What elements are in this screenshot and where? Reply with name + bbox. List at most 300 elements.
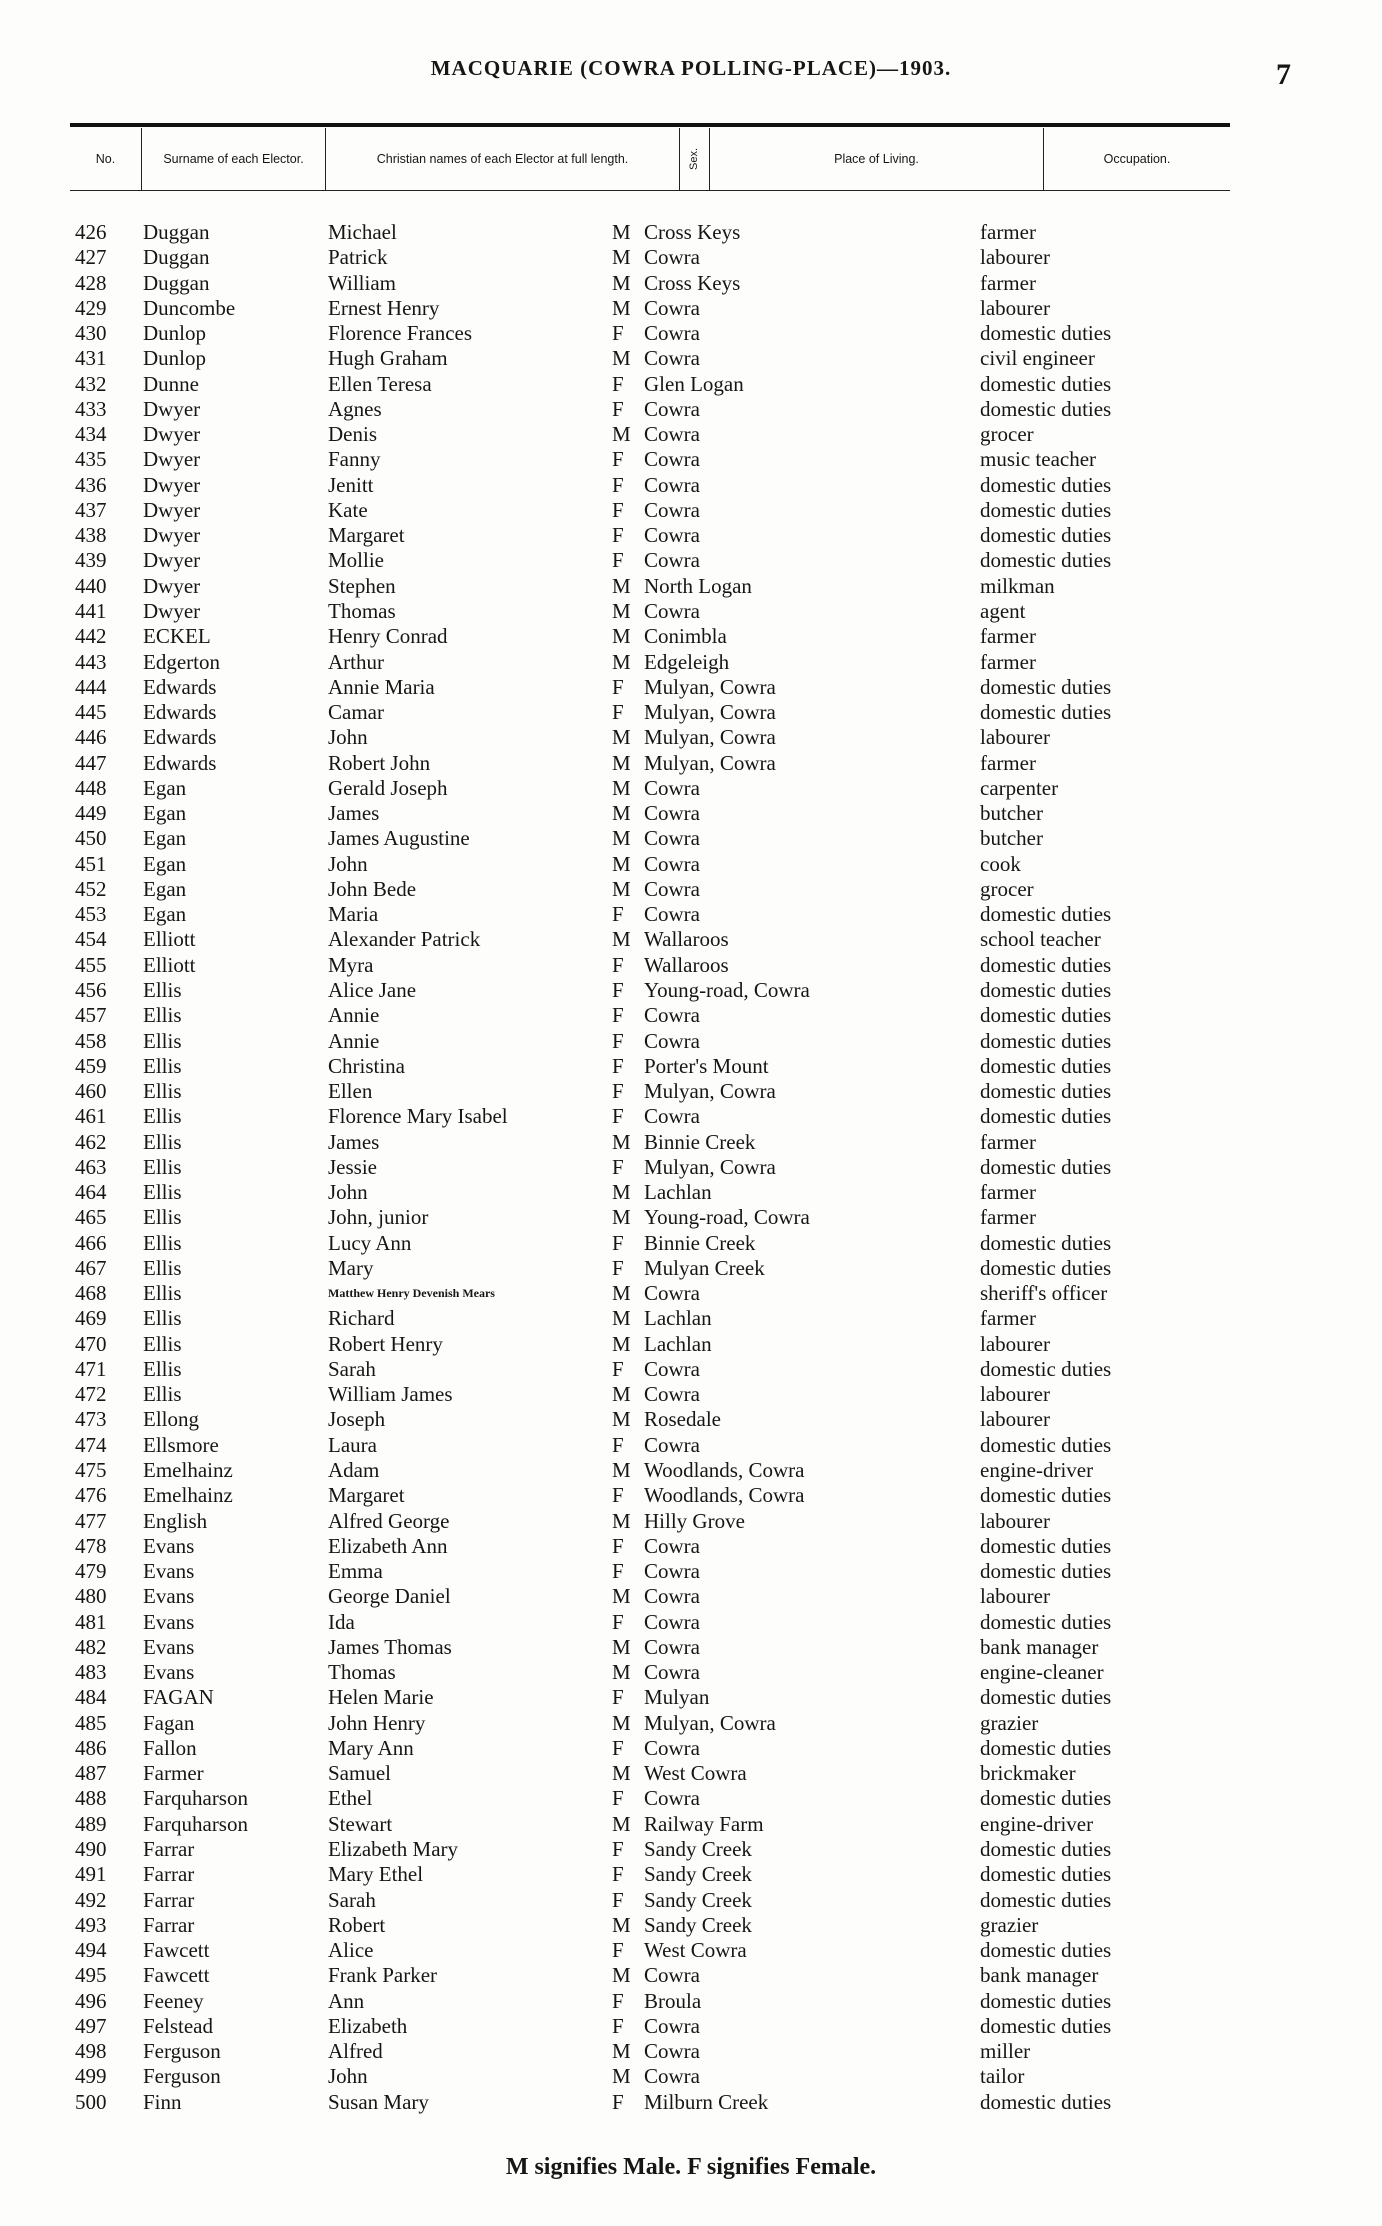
elector-place: Binnie Creek xyxy=(644,1230,756,1255)
elector-sex: M xyxy=(612,1281,631,1306)
elector-christian-names: Kate xyxy=(328,497,368,522)
elector-sex: F xyxy=(612,1837,624,1861)
elector-number: 482 xyxy=(75,1634,107,1659)
table-row xyxy=(0,1382,1382,1407)
elector-surname: Farrar xyxy=(143,1837,195,1861)
elector-place: Mulyan, Cowra xyxy=(644,1154,776,1179)
elector-occupation: agent xyxy=(980,598,1026,623)
elector-surname: Edwards xyxy=(143,750,217,775)
elector-occupation: domestic duties xyxy=(980,1053,1112,1078)
elector-christian-names: James xyxy=(328,801,380,826)
elector-sex: F xyxy=(612,523,624,548)
table-row xyxy=(0,1584,1382,1609)
elector-place: Cowra xyxy=(644,472,700,497)
elector-place: Cowra xyxy=(644,497,700,522)
elector-christian-names: John xyxy=(328,1180,368,1205)
elector-surname: Emelhainz xyxy=(143,1458,233,1483)
elector-number: 486 xyxy=(75,1735,107,1760)
table-row xyxy=(0,574,1382,599)
table-row xyxy=(0,498,1382,523)
elector-sex: F xyxy=(612,321,624,346)
table-row xyxy=(0,877,1382,902)
table-row xyxy=(0,927,1382,952)
table-row xyxy=(0,2064,1382,2089)
elector-surname: Ellis xyxy=(143,1104,182,1129)
elector-occupation: domestic duties xyxy=(980,1887,1112,1912)
elector-occupation: school teacher xyxy=(980,927,1101,952)
elector-surname: Duggan xyxy=(143,220,210,244)
elector-sex: M xyxy=(612,422,631,447)
elector-sex: F xyxy=(612,1685,624,1710)
elector-place: Mulyan, Cowra xyxy=(644,700,776,725)
elector-surname: Feeney xyxy=(143,1988,204,2013)
elector-sex: M xyxy=(612,775,631,800)
table-row xyxy=(0,1635,1382,1660)
elector-number: 430 xyxy=(75,321,107,346)
elector-surname: Dwyer xyxy=(143,447,201,472)
elector-christian-names: Jessie xyxy=(328,1154,377,1179)
elector-christian-names: Christina xyxy=(328,1053,405,1078)
elector-occupation: cook xyxy=(980,851,1021,876)
elector-sex: F xyxy=(612,1028,624,1053)
elector-sex: F xyxy=(612,1154,624,1179)
elector-sex: F xyxy=(612,674,624,699)
elector-surname: Finn xyxy=(143,2089,182,2114)
page-number: 7 xyxy=(1276,58,1291,91)
elector-place: Cowra xyxy=(644,422,700,447)
table-row xyxy=(0,1711,1382,1736)
elector-christian-names: Annie Maria xyxy=(328,674,435,699)
elector-christian-names: Robert Henry xyxy=(328,1331,443,1356)
elector-occupation: labourer xyxy=(980,1584,1050,1609)
elector-list xyxy=(0,220,1382,2115)
elector-sex: F xyxy=(612,1786,624,1811)
elector-number: 500 xyxy=(75,2089,107,2114)
elector-place: Cowra xyxy=(644,245,700,270)
elector-occupation: farmer xyxy=(980,1306,1036,1331)
elector-christian-names: Annie xyxy=(328,1028,380,1053)
elector-christian-names: Joseph xyxy=(328,1407,386,1432)
table-row xyxy=(0,245,1382,270)
elector-occupation: milkman xyxy=(980,573,1055,598)
elector-surname: FAGAN xyxy=(143,1685,214,1710)
elector-christian-names: James xyxy=(328,1129,380,1154)
elector-surname: Ellis xyxy=(143,1129,182,1154)
elector-christian-names: Denis xyxy=(328,422,377,447)
table-row xyxy=(0,1281,1382,1306)
elector-surname: Dwyer xyxy=(143,396,201,421)
table-row xyxy=(0,902,1382,927)
elector-place: Binnie Creek xyxy=(644,1129,756,1154)
elector-occupation: domestic duties xyxy=(980,1938,1112,1963)
elector-occupation: domestic duties xyxy=(980,1154,1112,1179)
elector-occupation: farmer xyxy=(980,1205,1036,1230)
elector-number: 434 xyxy=(75,422,107,447)
elector-surname: Ellis xyxy=(143,1205,182,1230)
elector-christian-names: Stewart xyxy=(328,1811,393,1836)
elector-christian-names: Laura xyxy=(328,1432,377,1457)
elector-sex: F xyxy=(612,2089,624,2114)
elector-christian-names: Agnes xyxy=(328,396,382,421)
elector-place: Cowra xyxy=(644,598,700,623)
elector-sex: M xyxy=(612,750,631,775)
elector-occupation: domestic duties xyxy=(980,674,1112,699)
elector-number: 485 xyxy=(75,1710,107,1735)
elector-place: Cowra xyxy=(644,321,700,346)
table-row xyxy=(0,776,1382,801)
elector-christian-names: Sarah xyxy=(328,1887,376,1912)
elector-place: Sandy Creek xyxy=(644,1912,752,1937)
elector-christian-names: Ellen xyxy=(328,1079,373,1104)
elector-sex: M xyxy=(612,876,631,901)
table-row xyxy=(0,1610,1382,1635)
elector-sex: M xyxy=(612,1508,631,1533)
elector-christian-names: John Bede xyxy=(328,876,417,901)
elector-surname: Dwyer xyxy=(143,497,201,522)
elector-sex: F xyxy=(612,1104,624,1129)
elector-christian-names: Margaret xyxy=(328,523,405,548)
elector-place: Woodlands, Cowra xyxy=(644,1458,805,1483)
elector-occupation: labourer xyxy=(980,295,1050,320)
elector-occupation: domestic duties xyxy=(980,952,1112,977)
elector-sex: F xyxy=(612,1003,624,1028)
elector-surname: Egan xyxy=(143,801,187,826)
elector-occupation: domestic duties xyxy=(980,472,1112,497)
elector-place: Sandy Creek xyxy=(644,1887,752,1912)
elector-occupation: labourer xyxy=(980,1382,1050,1407)
elector-place: Milburn Creek xyxy=(644,2089,769,2114)
table-row xyxy=(0,1256,1382,1281)
elector-number: 428 xyxy=(75,270,107,295)
elector-number: 491 xyxy=(75,1862,107,1887)
elector-number: 499 xyxy=(75,2064,107,2089)
elector-number: 441 xyxy=(75,598,107,623)
elector-number: 444 xyxy=(75,674,107,699)
elector-occupation: domestic duties xyxy=(980,1003,1112,1028)
table-row xyxy=(0,1938,1382,1963)
elector-christian-names: Helen Marie xyxy=(328,1685,434,1710)
table-row xyxy=(0,1231,1382,1256)
elector-number: 481 xyxy=(75,1609,107,1634)
elector-occupation: domestic duties xyxy=(980,2089,1112,2114)
elector-number: 458 xyxy=(75,1028,107,1053)
elector-surname: Farquharson xyxy=(143,1811,248,1836)
table-row xyxy=(0,1180,1382,1205)
elector-number: 460 xyxy=(75,1079,107,1104)
elector-occupation: grazier xyxy=(980,1710,1039,1735)
elector-number: 473 xyxy=(75,1407,107,1432)
elector-place: Cowra xyxy=(644,851,700,876)
table-row xyxy=(0,1357,1382,1382)
elector-place: Cowra xyxy=(644,1281,700,1306)
elector-occupation: domestic duties xyxy=(980,321,1112,346)
elector-surname: Duggan xyxy=(143,245,210,270)
elector-place: Cowra xyxy=(644,1609,700,1634)
elector-occupation: butcher xyxy=(980,801,1043,826)
elector-place: Cowra xyxy=(644,1786,700,1811)
table-row xyxy=(0,700,1382,725)
table-row xyxy=(0,1660,1382,1685)
elector-occupation: engine-driver xyxy=(980,1811,1094,1836)
elector-occupation: domestic duties xyxy=(980,1230,1112,1255)
elector-sex: M xyxy=(612,649,631,674)
elector-place: Conimbla xyxy=(644,624,727,649)
elector-number: 442 xyxy=(75,624,107,649)
table-row xyxy=(0,1054,1382,1079)
elector-surname: Evans xyxy=(143,1584,195,1609)
elector-surname: Ellis xyxy=(143,1053,182,1078)
table-row xyxy=(0,1685,1382,1710)
elector-occupation: domestic duties xyxy=(980,1028,1112,1053)
elector-surname: Ellis xyxy=(143,1382,182,1407)
elector-christian-names: Richard xyxy=(328,1306,395,1331)
elector-sex: F xyxy=(612,1483,624,1508)
table-row xyxy=(0,548,1382,573)
elector-number: 469 xyxy=(75,1306,107,1331)
elector-surname: Dwyer xyxy=(143,573,201,598)
elector-place: Lachlan xyxy=(644,1331,712,1356)
elector-occupation: grazier xyxy=(980,1912,1039,1937)
elector-occupation: domestic duties xyxy=(980,1559,1112,1584)
elector-sex: F xyxy=(612,1230,624,1255)
elector-occupation: domestic duties xyxy=(980,1432,1112,1457)
elector-sex: M xyxy=(612,1710,631,1735)
elector-sex: F xyxy=(612,1559,624,1584)
elector-place: Cowra xyxy=(644,1003,700,1028)
table-row xyxy=(0,826,1382,851)
elector-surname: Dunne xyxy=(143,371,199,396)
table-row xyxy=(0,1104,1382,1129)
elector-christian-names: Frank Parker xyxy=(328,1963,438,1988)
elector-sex: F xyxy=(612,2013,624,2038)
elector-number: 478 xyxy=(75,1533,107,1558)
elector-number: 443 xyxy=(75,649,107,674)
table-row xyxy=(0,2090,1382,2115)
elector-number: 433 xyxy=(75,396,107,421)
elector-place: Cowra xyxy=(644,1028,700,1053)
elector-occupation: domestic duties xyxy=(980,1104,1112,1129)
elector-place: Cross Keys xyxy=(644,270,741,295)
elector-sex: M xyxy=(612,1634,631,1659)
elector-occupation: domestic duties xyxy=(980,1079,1112,1104)
header-no: No. xyxy=(70,128,142,190)
elector-place: Cowra xyxy=(644,775,700,800)
elector-number: 437 xyxy=(75,497,107,522)
table-row xyxy=(0,725,1382,750)
elector-surname: Ellis xyxy=(143,1154,182,1179)
elector-surname: Ellis xyxy=(143,1079,182,1104)
elector-occupation: labourer xyxy=(980,725,1050,750)
elector-surname: Fawcett xyxy=(143,1963,210,1988)
elector-christian-names: Elizabeth xyxy=(328,2013,408,2038)
elector-place: Broula xyxy=(644,1988,702,2013)
elector-occupation: domestic duties xyxy=(980,1735,1112,1760)
elector-sex: M xyxy=(612,598,631,623)
elector-place: Cowra xyxy=(644,447,700,472)
elector-number: 493 xyxy=(75,1912,107,1937)
elector-christian-names: Mary Ethel xyxy=(328,1862,424,1887)
elector-sex: M xyxy=(612,1407,631,1432)
elector-surname: Evans xyxy=(143,1660,195,1685)
elector-number: 495 xyxy=(75,1963,107,1988)
elector-place: Cowra xyxy=(644,2039,700,2064)
elector-number: 426 xyxy=(75,220,107,244)
elector-number: 474 xyxy=(75,1432,107,1457)
elector-number: 484 xyxy=(75,1685,107,1710)
elector-surname: Elliott xyxy=(143,927,196,952)
elector-number: 454 xyxy=(75,927,107,952)
elector-number: 451 xyxy=(75,851,107,876)
elector-christian-names: William James xyxy=(328,1382,453,1407)
elector-sex: F xyxy=(612,1533,624,1558)
elector-occupation: domestic duties xyxy=(980,1837,1112,1861)
elector-surname: Ellis xyxy=(143,977,182,1002)
elector-place: Woodlands, Cowra xyxy=(644,1483,805,1508)
elector-sex: F xyxy=(612,497,624,522)
elector-christian-names: Matthew Henry Devenish Mears xyxy=(328,1286,495,1301)
elector-place: Cowra xyxy=(644,1356,700,1381)
elector-sex: F xyxy=(612,952,624,977)
elector-occupation: domestic duties xyxy=(980,1786,1112,1811)
elector-surname: Farrar xyxy=(143,1862,195,1887)
elector-occupation: farmer xyxy=(980,220,1036,244)
elector-place: Cowra xyxy=(644,1735,700,1760)
elector-surname: English xyxy=(143,1508,208,1533)
elector-surname: Ellis xyxy=(143,1281,182,1306)
elector-occupation: brickmaker xyxy=(980,1761,1076,1786)
elector-number: 487 xyxy=(75,1761,107,1786)
elector-number: 446 xyxy=(75,725,107,750)
elector-number: 431 xyxy=(75,346,107,371)
elector-number: 447 xyxy=(75,750,107,775)
elector-place: Cowra xyxy=(644,1533,700,1558)
elector-place: Wallaroos xyxy=(644,952,729,977)
elector-occupation: tailor xyxy=(980,2064,1025,2089)
elector-occupation: farmer xyxy=(980,1180,1036,1205)
elector-number: 463 xyxy=(75,1154,107,1179)
elector-sex: M xyxy=(612,2039,631,2064)
elector-number: 488 xyxy=(75,1786,107,1811)
elector-place: Cowra xyxy=(644,1382,700,1407)
elector-surname: Egan xyxy=(143,851,187,876)
elector-christian-names: Jenitt xyxy=(328,472,374,497)
elector-occupation: labourer xyxy=(980,1331,1050,1356)
table-row xyxy=(0,321,1382,346)
elector-place: Mulyan, Cowra xyxy=(644,750,776,775)
elector-place: Mulyan Creek xyxy=(644,1255,765,1280)
table-row xyxy=(0,1332,1382,1357)
table-row xyxy=(0,473,1382,498)
elector-christian-names: Alfred George xyxy=(328,1508,450,1533)
header-sex xyxy=(680,128,710,190)
elector-place: Cowra xyxy=(644,346,700,371)
table-row xyxy=(0,2039,1382,2064)
elector-number: 494 xyxy=(75,1938,107,1963)
table-row xyxy=(0,1205,1382,1230)
elector-surname: Fallon xyxy=(143,1735,197,1760)
elector-number: 455 xyxy=(75,952,107,977)
elector-occupation: engine-driver xyxy=(980,1458,1094,1483)
elector-surname: Edwards xyxy=(143,700,217,725)
elector-christian-names: James Thomas xyxy=(328,1634,452,1659)
elector-surname: Ferguson xyxy=(143,2064,221,2089)
elector-occupation: labourer xyxy=(980,245,1050,270)
elector-sex: F xyxy=(612,977,624,1002)
elector-christian-names: Ann xyxy=(328,1988,365,2013)
table-row xyxy=(0,801,1382,826)
table-row xyxy=(0,346,1382,371)
elector-christian-names: Ernest Henry xyxy=(328,295,440,320)
table-row xyxy=(0,1003,1382,1028)
elector-number: 498 xyxy=(75,2039,107,2064)
elector-place: Cowra xyxy=(644,1432,700,1457)
elector-place: Cowra xyxy=(644,1559,700,1584)
elector-surname: Farmer xyxy=(143,1761,204,1786)
table-row xyxy=(0,1306,1382,1331)
elector-occupation: domestic duties xyxy=(980,548,1112,573)
elector-christian-names: Samuel xyxy=(328,1761,391,1786)
elector-christian-names: John Henry xyxy=(328,1710,426,1735)
elector-sex: F xyxy=(612,396,624,421)
elector-surname: Felstead xyxy=(143,2013,213,2038)
table-row xyxy=(0,1837,1382,1862)
elector-number: 497 xyxy=(75,2013,107,2038)
elector-occupation: domestic duties xyxy=(980,2013,1112,2038)
elector-occupation: labourer xyxy=(980,1407,1050,1432)
elector-number: 466 xyxy=(75,1230,107,1255)
elector-occupation: carpenter xyxy=(980,775,1059,800)
elector-number: 496 xyxy=(75,1988,107,2013)
elector-surname: Ellis xyxy=(143,1028,182,1053)
elector-place: Mulyan, Cowra xyxy=(644,1079,776,1104)
elector-christian-names: Gerald Joseph xyxy=(328,775,448,800)
elector-sex: F xyxy=(612,1938,624,1963)
elector-surname: Edgerton xyxy=(143,649,220,674)
elector-number: 438 xyxy=(75,523,107,548)
elector-occupation: grocer xyxy=(980,876,1034,901)
table-row xyxy=(0,1812,1382,1837)
elector-place: Mulyan xyxy=(644,1685,710,1710)
elector-occupation: music teacher xyxy=(980,447,1097,472)
elector-place: Cowra xyxy=(644,2064,700,2089)
elector-occupation: domestic duties xyxy=(980,1988,1112,2013)
elector-christian-names: Lucy Ann xyxy=(328,1230,412,1255)
elector-christian-names: James Augustine xyxy=(328,826,470,851)
elector-occupation: farmer xyxy=(980,270,1036,295)
elector-sex: M xyxy=(612,851,631,876)
elector-place: Cowra xyxy=(644,295,700,320)
elector-christian-names: Maria xyxy=(328,902,379,927)
elector-surname: Egan xyxy=(143,876,187,901)
elector-christian-names: Robert xyxy=(328,1912,386,1937)
elector-christian-names: Alice Jane xyxy=(328,977,417,1002)
elector-place: Cowra xyxy=(644,1634,700,1659)
table-row xyxy=(0,1483,1382,1508)
elector-christian-names: John xyxy=(328,725,368,750)
elector-place: Young-road, Cowra xyxy=(644,1205,810,1230)
elector-surname: Dunlop xyxy=(143,321,206,346)
table-row xyxy=(0,296,1382,321)
elector-number: 465 xyxy=(75,1205,107,1230)
elector-sex: M xyxy=(612,2064,631,2089)
table-row xyxy=(0,2014,1382,2039)
header-christian-names: Christian names of each Elector at full length. xyxy=(326,128,680,190)
elector-occupation: bank manager xyxy=(980,1634,1099,1659)
elector-number: 449 xyxy=(75,801,107,826)
elector-place: Mulyan, Cowra xyxy=(644,1710,776,1735)
elector-occupation: domestic duties xyxy=(980,371,1112,396)
table-row xyxy=(0,1029,1382,1054)
